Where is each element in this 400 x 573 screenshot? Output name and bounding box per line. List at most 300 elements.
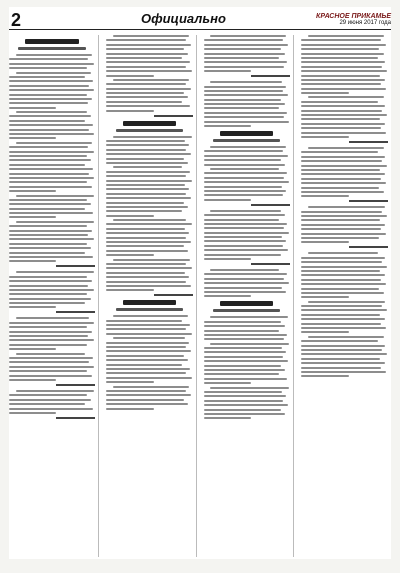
text-line — [106, 232, 189, 234]
text-line — [308, 147, 384, 149]
text-line — [106, 96, 188, 98]
page-number: 2 — [11, 10, 22, 30]
text-line — [16, 353, 85, 355]
text-line — [301, 261, 382, 263]
text-line — [9, 289, 94, 291]
text-line — [106, 57, 182, 59]
text-line — [9, 63, 94, 65]
text-line — [204, 164, 286, 166]
text-line — [204, 214, 286, 216]
text-line — [204, 103, 286, 105]
text-line — [204, 378, 288, 380]
text-line — [106, 184, 184, 186]
text-line — [106, 267, 191, 269]
newspaper-page — [9, 7, 391, 559]
text-line — [113, 315, 188, 317]
text-line — [106, 70, 191, 72]
text-line — [106, 320, 182, 322]
text-line — [106, 237, 185, 239]
text-line — [106, 372, 186, 374]
text-line — [113, 136, 191, 138]
text-line — [9, 298, 91, 300]
text-line — [9, 379, 56, 381]
text-line — [204, 287, 282, 289]
text-line — [113, 337, 185, 339]
text-line — [301, 349, 382, 351]
text-line — [106, 276, 189, 278]
text-line — [9, 403, 85, 405]
text-line — [301, 219, 380, 221]
text-line — [106, 105, 190, 107]
text-line — [301, 110, 382, 112]
text-line — [301, 136, 349, 138]
text-line — [9, 58, 88, 60]
text-line — [106, 92, 184, 94]
text-line — [210, 387, 288, 389]
text-line — [301, 118, 380, 120]
text-line — [301, 48, 380, 50]
text-line — [204, 99, 282, 101]
signature-line — [251, 204, 290, 206]
text-line — [301, 156, 386, 158]
text-line — [204, 177, 284, 179]
text-line — [9, 76, 85, 78]
text-line — [106, 324, 190, 326]
text-line — [9, 98, 92, 100]
text-line — [106, 140, 184, 142]
text-line — [301, 375, 349, 377]
text-line — [301, 105, 386, 107]
text-line — [301, 53, 384, 55]
text-line — [301, 340, 378, 342]
text-line — [204, 404, 289, 406]
text-line — [204, 116, 284, 118]
text-line — [301, 191, 384, 193]
text-line — [210, 210, 281, 212]
text-line — [16, 221, 94, 223]
text-line — [9, 177, 94, 179]
text-line — [301, 169, 380, 171]
section-title: Официально — [141, 11, 226, 26]
text-line — [16, 54, 92, 56]
text-line — [301, 274, 385, 276]
text-line — [204, 338, 284, 340]
text-line — [113, 219, 186, 221]
text-line — [106, 158, 184, 160]
text-line — [301, 79, 385, 81]
text-line — [204, 199, 251, 201]
text-line — [204, 186, 282, 188]
text-line — [204, 258, 251, 260]
text-line — [9, 129, 89, 131]
text-line — [301, 165, 387, 167]
text-line — [9, 412, 56, 414]
text-line — [106, 197, 191, 199]
text-line — [301, 323, 381, 325]
text-line — [308, 252, 378, 254]
text-line — [106, 215, 153, 217]
text-line — [9, 238, 94, 240]
text-line — [308, 206, 386, 208]
text-line — [9, 67, 87, 69]
text-line — [301, 318, 385, 320]
text-line — [9, 151, 94, 153]
text-line — [106, 75, 153, 77]
text-line — [301, 283, 387, 285]
text-line — [9, 230, 92, 232]
text-line — [9, 399, 91, 401]
text-line — [301, 237, 380, 239]
text-line — [9, 339, 94, 341]
text-line — [9, 216, 56, 218]
text-line — [301, 309, 387, 311]
text-line — [106, 390, 185, 392]
text-line — [9, 203, 91, 205]
text-line — [308, 301, 386, 303]
text-line — [301, 279, 381, 281]
text-line — [106, 281, 185, 283]
column-1 — [9, 35, 99, 557]
text-line — [301, 367, 381, 369]
text-line — [9, 285, 88, 287]
text-line — [301, 215, 387, 217]
signature-line — [56, 265, 95, 267]
text-line — [204, 236, 282, 238]
text-line — [301, 83, 381, 85]
text-line — [301, 345, 386, 347]
signature-line — [349, 141, 388, 143]
text-line — [204, 66, 284, 68]
signature-line — [56, 417, 95, 419]
text-line — [9, 120, 85, 122]
signature-line — [56, 384, 95, 386]
text-line — [106, 149, 185, 151]
text-line — [16, 195, 94, 197]
text-line — [106, 144, 189, 146]
text-line — [301, 266, 387, 268]
notice-subheading — [116, 129, 183, 132]
text-line — [204, 291, 287, 293]
text-line — [106, 250, 188, 252]
text-line — [9, 164, 85, 166]
text-line — [9, 159, 91, 161]
text-line — [106, 110, 153, 112]
text-line — [113, 79, 189, 81]
text-line — [106, 101, 182, 103]
text-line — [204, 181, 289, 183]
text-line — [9, 331, 92, 333]
text-line — [16, 317, 89, 319]
text-line — [9, 280, 92, 282]
text-line — [301, 70, 387, 72]
text-line — [9, 357, 93, 359]
text-line — [106, 355, 184, 357]
text-line — [9, 243, 87, 245]
text-line — [106, 188, 189, 190]
text-columns — [9, 35, 391, 557]
text-line — [204, 44, 289, 46]
text-line — [204, 121, 289, 123]
text-line — [106, 377, 191, 379]
text-line — [204, 70, 251, 72]
text-line — [106, 263, 186, 265]
text-line — [204, 321, 282, 323]
text-line — [9, 370, 87, 372]
text-line — [308, 96, 384, 98]
text-line — [301, 327, 387, 329]
text-line — [204, 125, 251, 127]
text-line — [204, 295, 251, 297]
text-line — [9, 199, 87, 201]
notice-heading — [123, 121, 176, 126]
text-line — [204, 409, 282, 411]
text-line — [106, 350, 191, 352]
text-line — [9, 234, 88, 236]
text-line — [9, 94, 87, 96]
notice-subheading — [116, 308, 183, 311]
text-line — [204, 194, 283, 196]
text-line — [301, 178, 381, 180]
text-line — [9, 394, 87, 396]
text-line — [204, 334, 288, 336]
text-line — [301, 61, 386, 63]
text-line — [9, 146, 88, 148]
text-line — [210, 35, 286, 37]
text-line — [106, 228, 184, 230]
signature-line — [154, 115, 193, 117]
text-line — [204, 413, 286, 415]
signature-line — [56, 311, 95, 313]
text-line — [204, 150, 283, 152]
text-line — [106, 153, 191, 155]
text-line — [16, 390, 94, 392]
text-line — [9, 133, 94, 135]
text-line — [113, 166, 182, 168]
text-line — [106, 359, 188, 361]
signature-line — [251, 75, 290, 77]
text-line — [106, 66, 186, 68]
text-line — [204, 61, 288, 63]
text-line — [204, 325, 286, 327]
text-line — [301, 92, 349, 94]
notice-subheading — [18, 47, 85, 50]
text-line — [301, 127, 381, 129]
text-line — [204, 107, 280, 109]
text-line — [301, 160, 382, 162]
text-line — [301, 57, 378, 59]
text-line — [210, 81, 282, 83]
text-line — [16, 111, 87, 113]
text-line — [301, 187, 380, 189]
text-line — [106, 53, 188, 55]
masthead-name: КРАСНОЕ ПРИКАМЬЕ — [316, 13, 391, 20]
masthead — [316, 13, 391, 29]
column-3 — [204, 35, 294, 557]
text-line — [204, 86, 287, 88]
text-line — [9, 212, 93, 214]
text-line — [301, 151, 378, 153]
text-line — [106, 399, 184, 401]
text-line — [9, 306, 56, 308]
text-line — [9, 181, 87, 183]
text-line — [204, 254, 282, 256]
text-line — [106, 285, 191, 287]
text-line — [204, 382, 251, 384]
text-line — [106, 408, 153, 410]
text-line — [9, 168, 93, 170]
text-line — [204, 400, 283, 402]
text-line — [106, 368, 190, 370]
notice-heading — [25, 39, 78, 44]
column-4 — [301, 35, 391, 557]
text-line — [301, 44, 387, 46]
text-line — [204, 391, 282, 393]
text-line — [301, 305, 382, 307]
text-line — [16, 271, 94, 273]
text-line — [308, 336, 384, 338]
text-line — [204, 172, 288, 174]
text-line — [106, 241, 191, 243]
text-line — [204, 278, 284, 280]
text-line — [106, 48, 184, 50]
text-line — [106, 88, 191, 90]
text-line — [301, 241, 349, 243]
text-line — [113, 259, 190, 261]
text-line — [210, 146, 286, 148]
signature-line — [349, 246, 388, 248]
text-line — [106, 180, 191, 182]
text-line — [210, 343, 288, 345]
text-line — [204, 232, 289, 234]
text-line — [9, 260, 56, 262]
text-line — [301, 233, 387, 235]
text-line — [9, 361, 89, 363]
notice-heading — [220, 131, 273, 136]
text-line — [204, 219, 280, 221]
text-line — [106, 403, 188, 405]
text-line — [106, 381, 153, 383]
text-line — [301, 114, 387, 116]
text-line — [204, 365, 282, 367]
masthead-date: 29 июня 2017 года — [339, 20, 391, 26]
text-line — [301, 292, 384, 294]
text-line — [204, 159, 282, 161]
text-line — [9, 375, 92, 377]
text-line — [204, 347, 282, 349]
text-line — [113, 35, 189, 37]
text-line — [106, 394, 191, 396]
text-line — [301, 132, 387, 134]
column-2 — [106, 35, 196, 557]
text-line — [301, 358, 380, 360]
text-line — [204, 223, 288, 225]
text-line — [106, 171, 190, 173]
text-line — [301, 195, 349, 197]
text-line — [9, 326, 87, 328]
text-line — [301, 211, 382, 213]
text-line — [204, 94, 289, 96]
text-line — [301, 88, 387, 90]
text-line — [9, 225, 87, 227]
text-line — [106, 61, 190, 63]
text-line — [106, 83, 185, 85]
text-line — [106, 346, 185, 348]
notice-heading — [220, 301, 273, 306]
text-line — [301, 66, 382, 68]
text-line — [204, 227, 284, 229]
text-line — [9, 102, 88, 104]
text-line — [204, 373, 280, 375]
notice-subheading — [213, 139, 280, 142]
text-line — [301, 257, 386, 259]
text-line — [113, 386, 189, 388]
text-line — [9, 293, 87, 295]
text-line — [106, 254, 153, 256]
text-line — [204, 369, 286, 371]
text-line — [9, 256, 93, 258]
text-line — [106, 193, 185, 195]
text-line — [9, 408, 93, 410]
text-line — [9, 124, 93, 126]
text-line — [9, 115, 91, 117]
text-line — [301, 270, 380, 272]
text-line — [106, 272, 184, 274]
text-line — [106, 333, 191, 335]
notice-subheading — [213, 309, 280, 312]
text-line — [106, 210, 182, 212]
text-line — [106, 44, 191, 46]
text-line — [301, 353, 387, 355]
text-line — [204, 57, 280, 59]
text-line — [210, 269, 279, 271]
text-line — [16, 72, 91, 74]
text-line — [308, 35, 385, 37]
text-line — [204, 360, 289, 362]
page-header — [9, 7, 391, 30]
text-line — [9, 208, 85, 210]
text-line — [106, 39, 185, 41]
text-line — [204, 90, 283, 92]
text-line — [204, 417, 251, 419]
text-line — [204, 395, 287, 397]
text-line — [204, 48, 282, 50]
text-line — [9, 348, 56, 350]
text-line — [106, 202, 184, 204]
text-line — [106, 289, 153, 291]
text-line — [9, 89, 94, 91]
text-line — [301, 296, 349, 298]
text-line — [301, 288, 380, 290]
text-line — [204, 282, 289, 284]
text-line — [301, 75, 380, 77]
text-line — [301, 39, 381, 41]
signature-line — [154, 294, 193, 296]
text-line — [106, 245, 184, 247]
text-line — [301, 371, 387, 373]
text-line — [9, 247, 91, 249]
text-line — [204, 245, 283, 247]
text-line — [204, 53, 286, 55]
text-line — [106, 223, 191, 225]
text-line — [204, 39, 283, 41]
text-line — [301, 362, 385, 364]
text-line — [9, 85, 89, 87]
text-line — [16, 142, 92, 144]
text-line — [204, 240, 287, 242]
text-line — [106, 342, 189, 344]
text-line — [301, 331, 349, 333]
text-line — [9, 173, 89, 175]
